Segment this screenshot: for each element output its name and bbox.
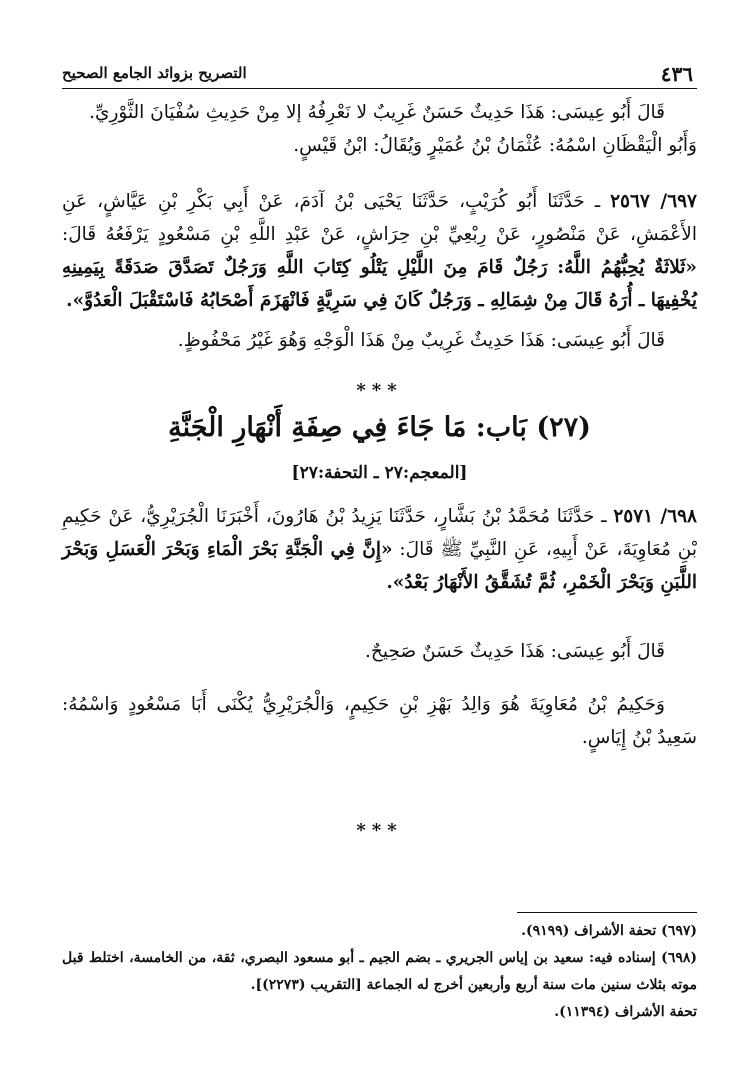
- footnote-698-tuhfa: تحفة الأشراف (١١٣٩٤).: [554, 1004, 697, 1020]
- hadith-697-number: ٦٩٧/ ٢٥٦٧: [610, 191, 697, 212]
- hadith-697-comment: قَالَ أَبُو عِيسَى: هَذَا حَدِيثٌ غَرِيبٌ مِنْ هَذَا الْوَجْهِ وَهُوَ غَيْرُ مَحْفُوظٍ.: [177, 330, 665, 351]
- chapter-reference: [المعجم:٢٧ ـ التحفة:٢٧]: [291, 463, 468, 483]
- paragraph-abu-yaqzan: وَأَبُو الْيَقْظَانِ اسْمُهُ: عُثْمَانُ بْنُ عُمَيْرٍ وَيُقَالُ: ابْنُ قَيْسٍ.: [293, 135, 697, 156]
- footnotes: [62, 918, 697, 1026]
- running-title: التصريح بزوائد الجامع الصحيح: [62, 64, 247, 82]
- section-separator-2: ***: [356, 820, 403, 841]
- hadith-698-comment-1: قَالَ أَبُو عِيسَى: هَذَا حَدِيثٌ حَسَنٌ صَحِيحٌ.: [365, 641, 665, 662]
- hadith-697-matn: «ثَلاثَةٌ يُحِبُّهُمُ اللَّهُ: رَجُلٌ قَامَ مِنَ اللَّيْلِ يَتْلُو كِتَابَ اللَّهِ وَرَجُلٌ تَصَدَّقَ صَدَقَةً بِيَمِينِهِ يُخْفِيهَا ـ أُرَهُ قَالَ مِنْ شِمَالِهِ ـ وَرَجُلٌ كَانَ فِي سَرِيَّةٍ فَانْهَزَمَ أَصْحَابُهُ فَاسْتَقْبَلَ الْعَدُوَّ».: [62, 257, 697, 311]
- hadith-697: [62, 185, 697, 317]
- chapter-title: (٢٧) بَاب: مَا جَاءَ فِي صِفَةِ أَنْهَارِ الْجَنَّةِ: [168, 412, 591, 443]
- page-header: [62, 62, 697, 89]
- hadith-698-isnad: ـ حَدَّثَنَا مُحَمَّدُ بْنُ بَشَّارٍ، حَدَّثَنَا يَزِيدُ بْنُ هَارُونَ، أَخْبَرَنَا الْجُرَيْرِيُّ، عَنْ حَكِيمِ بْنِ مُعَاوِيَةَ، عَنْ أَبِيهِ، عَنِ النَّبِيِّ ﷺ قَالَ:: [62, 506, 697, 560]
- footnote-698: (٦٩٨) إسناده فيه: سعيد بن إياس الجريري ـ بضم الجيم ـ أبو مسعود البصري، ثقة، من الخامسة، اختلط قبل موته بثلاث سنين مات سنة أربع وأربعين أخرج له الجماعة [التقريب (٢٢٧٣)].: [62, 950, 697, 993]
- hadith-698-matn: «إِنَّ فِي الْجَنَّةِ بَحْرَ الْمَاءِ وَبَحْرَ الْعَسَلِ وَبَحْرَ اللَّبَنِ وَبَحْرَ الْخَمْرِ، ثُمَّ تُشَقَّقُ الأَنْهَارُ بَعْدُ».: [62, 539, 697, 593]
- hadith-698-number: ٦٩٨/ ٢٥٧١: [613, 506, 697, 527]
- hadith-698-comment-2: وَحَكِيمُ بْنُ مُعَاوِيَةَ هُوَ وَالِدُ بَهْزِ بْنِ حَكِيمٍ، وَالْجُرَيْرِيُّ يُكْنَى أَبَا مَسْعُودٍ وَاسْمُهُ: سَعِيدُ بْنُ إِيَاسٍ.: [62, 694, 697, 748]
- footnote-divider: [517, 912, 697, 913]
- section-separator: ***: [356, 380, 403, 401]
- hadith-697-isnad: ـ حَدَّثَنَا أَبُو كُرَيْبٍ، حَدَّثَنَا يَحْيَى بْنُ آدَمَ، عَنْ أَبِي بَكْرِ بْنِ عَيَّاشٍ، عَنِ الأَعْمَشِ، عَنْ مَنْصُورٍ، عَنْ رِبْعِيِّ بْنِ حِرَاشٍ، عَنْ عَبْدِ اللَّهِ بْنِ مَسْعُودٍ يَرْفَعُهُ قَالَ:: [62, 191, 697, 245]
- paragraph-abu-isa-1: قَالَ أَبُو عِيسَى: هَذَا حَدِيثٌ حَسَنٌ غَرِيبٌ لا نَعْرِفُهُ إلا مِنْ حَدِيثِ سُفْيَانَ الثَّوْرِيِّ.: [89, 102, 665, 123]
- footnote-697: (٦٩٧) تحفة الأشراف (٩١٩٩).: [521, 923, 697, 939]
- hadith-698: [62, 500, 697, 599]
- page-number: ٤٣٦: [660, 62, 693, 86]
- book-page: [62, 40, 697, 1050]
